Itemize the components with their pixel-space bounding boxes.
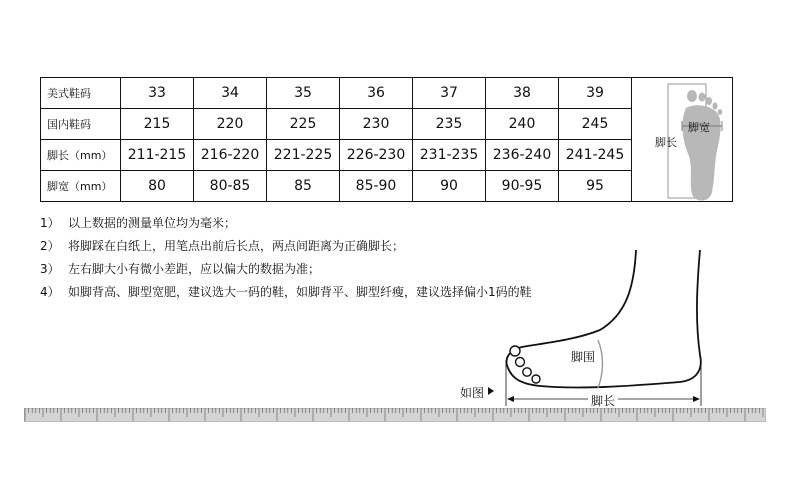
note-1-text: 以上数据的测量单位均为毫米； — [68, 216, 237, 230]
note-3-number: 3） — [40, 262, 60, 276]
table-cell: 80-85 — [194, 171, 267, 202]
table-cell: 245 — [559, 109, 632, 140]
note-1-number: 1） — [40, 216, 60, 230]
table-cell: 236-240 — [486, 140, 559, 171]
table-cell: 231-235 — [413, 140, 486, 171]
table-cell: 221-225 — [267, 140, 340, 171]
table-cell: 216-220 — [194, 140, 267, 171]
toe-1 — [510, 346, 520, 356]
figure-length-label: 脚长 — [588, 392, 618, 409]
figure-caption: 如图 — [460, 386, 485, 400]
table-cell: 85-90 — [340, 171, 413, 202]
toe-4 — [532, 375, 540, 383]
table-cell: 240 — [486, 109, 559, 140]
table-cell: 225 — [267, 109, 340, 140]
table-cell: 38 — [486, 78, 559, 109]
row-label: 美式鞋码 — [41, 78, 121, 109]
foot-girth-label: 脚围 — [571, 350, 596, 364]
table-cell: 95 — [559, 171, 632, 202]
table-cell: 39 — [559, 78, 632, 109]
table-cell: 241-245 — [559, 140, 632, 171]
table-cell: 36 — [340, 78, 413, 109]
foot-length-label: 脚长 — [655, 136, 677, 149]
girth-curve — [598, 340, 603, 388]
table-cell: 33 — [121, 78, 194, 109]
row-label: 脚宽（mm） — [41, 171, 121, 202]
table-cell: 211-215 — [121, 140, 194, 171]
table-cell: 90 — [413, 171, 486, 202]
table-cell: 90-95 — [486, 171, 559, 202]
foot-side-outline — [507, 250, 701, 387]
table-cell: 226-230 — [340, 140, 413, 171]
toe-2 — [516, 358, 525, 367]
caption-arrow-icon — [488, 387, 494, 395]
table-cell: 37 — [413, 78, 486, 109]
table-cell: 35 — [267, 78, 340, 109]
ruler — [24, 408, 766, 422]
note-3-text: 左右脚大小有微小差距，应以偏大的数据为准； — [68, 262, 321, 276]
note-4-text: 如脚背高、脚型宽肥，建议选大一码的鞋，如脚背平、脚型纤瘦，建议选择偏小1码的鞋 — [68, 285, 532, 299]
table-cell: 34 — [194, 78, 267, 109]
note-4-number: 4） — [40, 285, 60, 299]
table-cell: 235 — [413, 109, 486, 140]
note-2-text: 将脚踩在白纸上，用笔点出前后长点，两点间距离为正确脚长； — [68, 239, 405, 253]
table-cell: 230 — [340, 109, 413, 140]
toe-3 — [523, 368, 531, 376]
table-cell: 80 — [121, 171, 194, 202]
row-label: 国内鞋码 — [41, 109, 121, 140]
table-cell: 215 — [121, 109, 194, 140]
row-label: 脚长（mm） — [41, 140, 121, 171]
table-cell: 85 — [267, 171, 340, 202]
note-2-number: 2） — [40, 239, 60, 253]
table-cell: 220 — [194, 109, 267, 140]
foot-width-label: 脚宽 — [688, 121, 710, 134]
